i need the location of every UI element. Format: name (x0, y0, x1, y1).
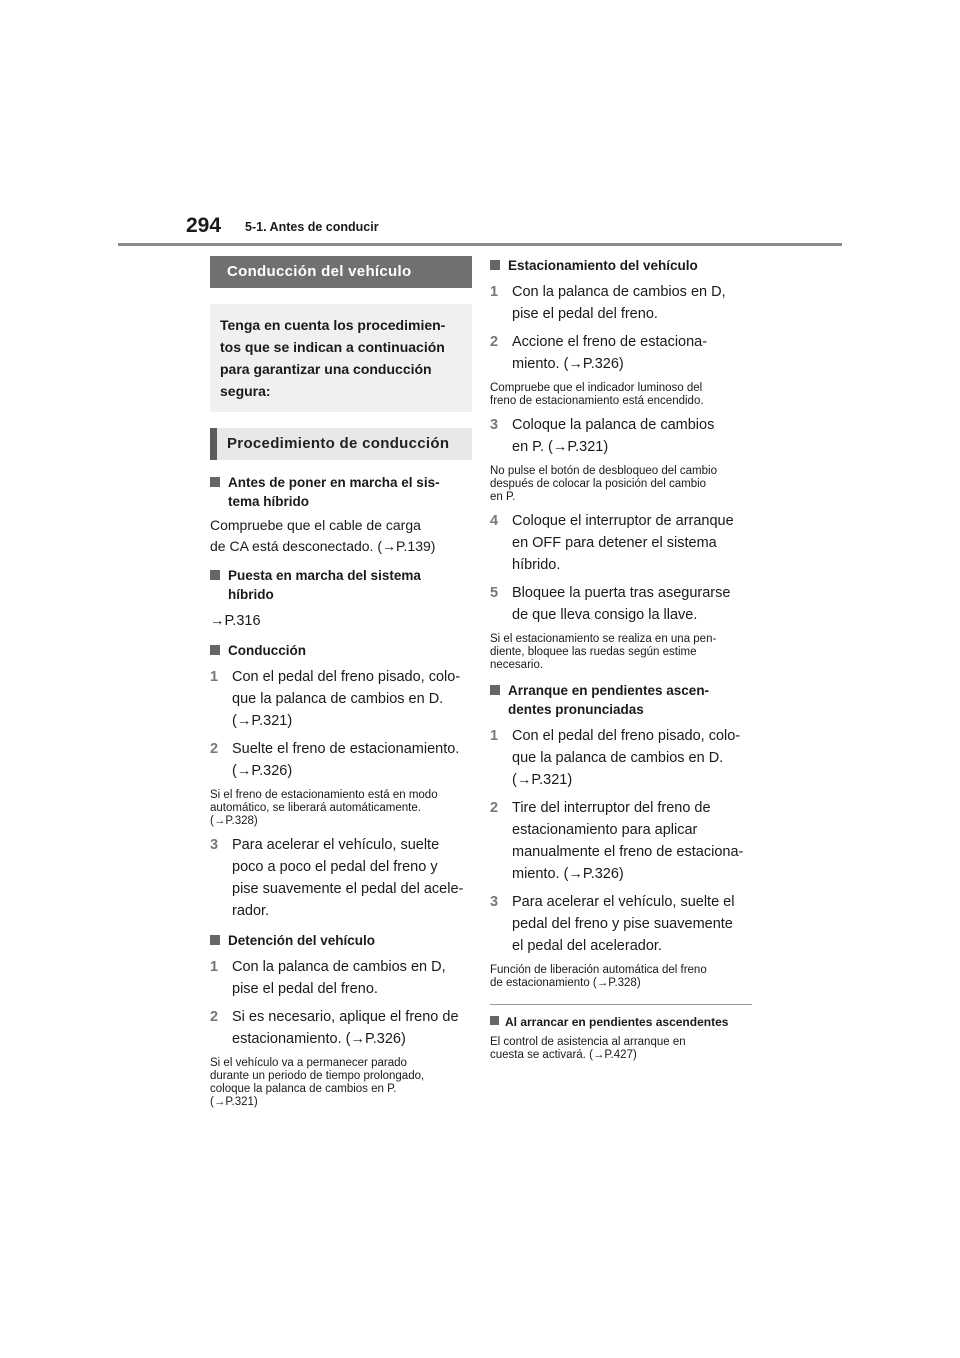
step (490, 582, 752, 626)
step-line: poco a poco el pedal del freno y (232, 859, 438, 875)
square-bullet-icon (490, 260, 500, 270)
step-line: Con el pedal del freno pisado, colo- (232, 669, 461, 685)
step-number: 1 (210, 959, 219, 975)
square-bullet-icon (490, 685, 500, 695)
note-line: El control de asistencia al arranque en (490, 1036, 686, 1048)
square-bullet-icon (210, 935, 220, 945)
subheading-al-arrancar (490, 1013, 752, 1032)
note-line: en P. (490, 491, 516, 503)
note-line: durante un periodo de tiempo prolongado, (210, 1070, 425, 1082)
step-line: híbrido. (512, 557, 561, 573)
subheading-line: Detención del vehículo (228, 933, 376, 948)
step-line: Con la palanca de cambios en D, (512, 284, 726, 300)
step-line: el pedal del acelerador. (512, 938, 662, 954)
note-text (490, 633, 752, 672)
step-line: estacionamiento. (→P.326) (232, 1031, 406, 1047)
section-divider (490, 1004, 752, 1005)
step-number: 1 (210, 669, 219, 685)
step-line: en OFF para detener el sistema (512, 535, 717, 551)
subheading-antes (210, 473, 472, 511)
subheading-arranque-pendientes (490, 681, 752, 719)
step-number: 2 (490, 800, 499, 816)
step-number: 3 (490, 894, 499, 910)
intro-line: Tenga en cuenta los procedimien- (220, 317, 446, 333)
step-line: pise el pedal del freno. (512, 306, 658, 322)
step-line: (→P.321) (512, 772, 573, 788)
step-number: 1 (490, 284, 499, 300)
square-bullet-icon (210, 477, 220, 487)
subheading-line: Estacionamiento del vehículo (508, 258, 698, 273)
note-line: (→P.321) (210, 1096, 258, 1108)
step (210, 956, 472, 1000)
note-line: Si el vehículo va a permanecer parado (210, 1057, 407, 1069)
step-line: de que lleva consigo la llave. (512, 607, 698, 623)
step (490, 510, 752, 576)
note-line: coloque la palanca de cambios en P. (210, 1083, 397, 1095)
page-number: 294 (186, 214, 222, 237)
step-line: rador. (232, 903, 270, 919)
right-column (490, 256, 752, 1062)
subheading-estacionamiento (490, 256, 752, 275)
step (490, 797, 752, 885)
subheading-puesta (210, 566, 472, 604)
step-line: Para acelerar el vehículo, suelte (232, 837, 440, 853)
note-line: Si el freno de estacionamiento está en modo (210, 789, 438, 801)
square-bullet-icon (210, 570, 220, 580)
step-line: que la palanca de cambios en D. (232, 691, 444, 707)
step (490, 891, 752, 957)
step (210, 738, 472, 782)
step-number: 4 (490, 513, 499, 529)
intro-box (210, 304, 472, 412)
step-number: 2 (490, 334, 499, 350)
subheading-line: Puesta en marcha del sistema (228, 568, 421, 583)
reference-text: →P.316 (210, 613, 261, 629)
step-line: Bloquee la puerta tras asegurarse (512, 585, 731, 601)
step (490, 414, 752, 458)
step-number: 3 (490, 417, 499, 433)
step-line: (→P.326) (232, 763, 293, 779)
note-line: Si el estacionamiento se realiza en una pen- (490, 633, 717, 645)
step-line: Con la palanca de cambios en D, (232, 959, 446, 975)
step-line: Tire del interruptor del freno de (512, 800, 711, 816)
note-line: automático, se liberará automáticamente. (210, 802, 421, 814)
step-line: Con el pedal del freno pisado, colo- (512, 728, 741, 744)
step-line: Coloque la palanca de cambios (512, 417, 715, 433)
heading-procedimiento: Procedimiento de conducción (210, 428, 472, 460)
body-line: Compruebe que el cable de carga (210, 517, 421, 533)
step (490, 331, 752, 375)
note-text (490, 465, 752, 504)
note-text (490, 382, 752, 408)
step-number: 3 (210, 837, 219, 853)
step-line: en P. (→P.321) (512, 439, 609, 455)
note-line: cuesta se activará. (→P.427) (490, 1049, 637, 1061)
note-line: No pulse el botón de desbloqueo del cambio (490, 465, 717, 477)
intro-line: segura: (220, 383, 271, 399)
square-bullet-icon (490, 1016, 499, 1025)
step (490, 281, 752, 325)
note-line: Compruebe que el indicador luminoso del (490, 382, 703, 394)
intro-line: tos que se indican a continuación (220, 339, 445, 355)
step-line: estacionamiento para aplicar (512, 822, 698, 838)
section-label: 5-1. Antes de conducir (245, 220, 379, 234)
left-column (210, 256, 472, 1109)
step (210, 834, 472, 922)
step-number: 2 (210, 741, 219, 757)
square-bullet-icon (210, 645, 220, 655)
note-line: Función de liberación automática del freno (490, 964, 707, 976)
note-line: después de colocar la posición del cambio (490, 478, 707, 490)
subheading-line: Antes de poner en marcha el sis- (228, 475, 440, 490)
step-line: miento. (→P.326) (512, 866, 624, 882)
note-line: (→P.328) (210, 815, 258, 827)
step-line: (→P.321) (232, 713, 293, 729)
body-line: de CA está desconectado. (→P.139) (210, 538, 436, 554)
subheading-line: Al arrancar en pendientes ascendentes (505, 1015, 729, 1029)
step-number: 2 (210, 1009, 219, 1025)
header-rule (118, 243, 842, 246)
step-line: pise el pedal del freno. (232, 981, 378, 997)
heading-conduccion: Conducción del vehículo (210, 256, 472, 288)
intro-line: para garantizar una conducción (220, 361, 432, 377)
subheading-conduccion (210, 641, 472, 660)
step-line: pise suavemente el pedal del acele- (232, 881, 464, 897)
note-line: necesario. (490, 659, 544, 671)
note-text (210, 789, 472, 828)
step-line: Accione el freno de estaciona- (512, 334, 708, 350)
note-text (490, 1036, 752, 1062)
note-line: diente, bloquee las ruedas según estime (490, 646, 697, 658)
subheading-detencion (210, 931, 472, 950)
step (210, 1006, 472, 1050)
step-line: Si es necesario, aplique el freno de (232, 1009, 459, 1025)
step-line: pedal del freno y pise suavemente (512, 916, 733, 932)
step-line: Para acelerar el vehículo, suelte el (512, 894, 735, 910)
note-text (210, 1057, 472, 1109)
note-line: freno de estacionamiento está encendido. (490, 395, 704, 407)
subheading-line: tema híbrido (228, 494, 310, 509)
step-number: 5 (490, 585, 499, 601)
step-line: miento. (→P.326) (512, 356, 624, 372)
step (210, 666, 472, 732)
step-number: 1 (490, 728, 499, 744)
step (490, 725, 752, 791)
subheading-line: Arranque en pendientes ascen- (508, 683, 710, 698)
step-line: Coloque el interruptor de arranque (512, 513, 734, 529)
step-line: que la palanca de cambios en D. (512, 750, 724, 766)
body-text (210, 515, 472, 557)
subheading-line: híbrido (228, 587, 274, 602)
subheading-line: Conducción (228, 643, 306, 658)
subheading-line: dentes pronunciadas (508, 702, 644, 717)
note-text (490, 964, 752, 990)
step-line: manualmente el freno de estaciona- (512, 844, 744, 860)
step-line: Suelte el freno de estacionamiento. (232, 741, 460, 757)
note-line: de estacionamiento (→P.328) (490, 977, 641, 989)
